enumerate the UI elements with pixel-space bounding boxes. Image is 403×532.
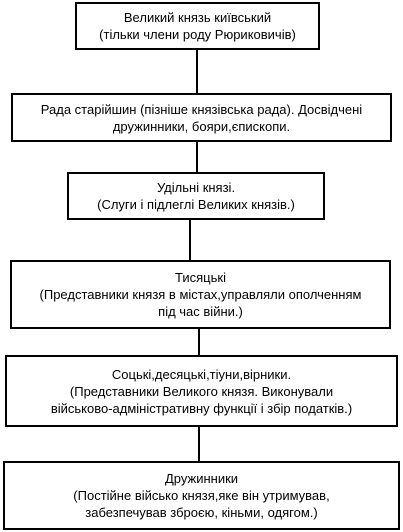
box-local-officials-note-line-1: (Представники Великого князя. Виконували xyxy=(69,383,334,399)
connector-3 xyxy=(189,220,191,260)
box-thousanders-note-line-1: (Представники князя в містах,управляли ополченням xyxy=(39,287,362,302)
box-grand-prince-title: Великий князь київський xyxy=(123,10,272,25)
box-council-of-elders-line-1: Рада старійшин (пізніше князівська рада). Досвідчені xyxy=(40,101,363,117)
connector-4 xyxy=(198,329,200,355)
box-appanage-princes-note: (Слуги і підлеглі Великих князів.) xyxy=(97,197,295,212)
box-druzhina-note-line-2: забезпечував зброєю, кіньми, одягом.) xyxy=(85,505,318,520)
box-appanage-princes-title: Удільні князі. xyxy=(156,180,236,195)
box-council-of-elders xyxy=(11,93,392,142)
box-local-officials-note-line-2: військово-адміністративну функції і збір податків.) xyxy=(50,400,353,416)
box-grand-prince xyxy=(75,2,320,50)
connector-5 xyxy=(198,427,200,461)
box-appanage-princes xyxy=(67,172,325,220)
box-druzhina xyxy=(3,461,400,530)
box-council-of-elders-line-2: дружинники, бояри,єпископи. xyxy=(112,118,291,134)
box-druzhina-title: Дружинники xyxy=(164,471,239,486)
box-grand-prince-note: (тільки члени роду Рюриковичів) xyxy=(99,27,296,42)
box-local-officials xyxy=(5,355,398,427)
connector-2 xyxy=(196,142,198,172)
box-thousanders-note-line-2: під час війни.) xyxy=(158,304,243,319)
box-thousanders-title: Тисяцькі xyxy=(175,270,226,285)
connector-1 xyxy=(196,50,198,93)
box-local-officials-title: Соцькі,десяцькі,тіуни,вірники. xyxy=(111,366,292,382)
box-druzhina-note-line-1: (Постійне військо князя,яке він утримував, xyxy=(73,488,330,503)
box-thousanders xyxy=(10,260,391,329)
